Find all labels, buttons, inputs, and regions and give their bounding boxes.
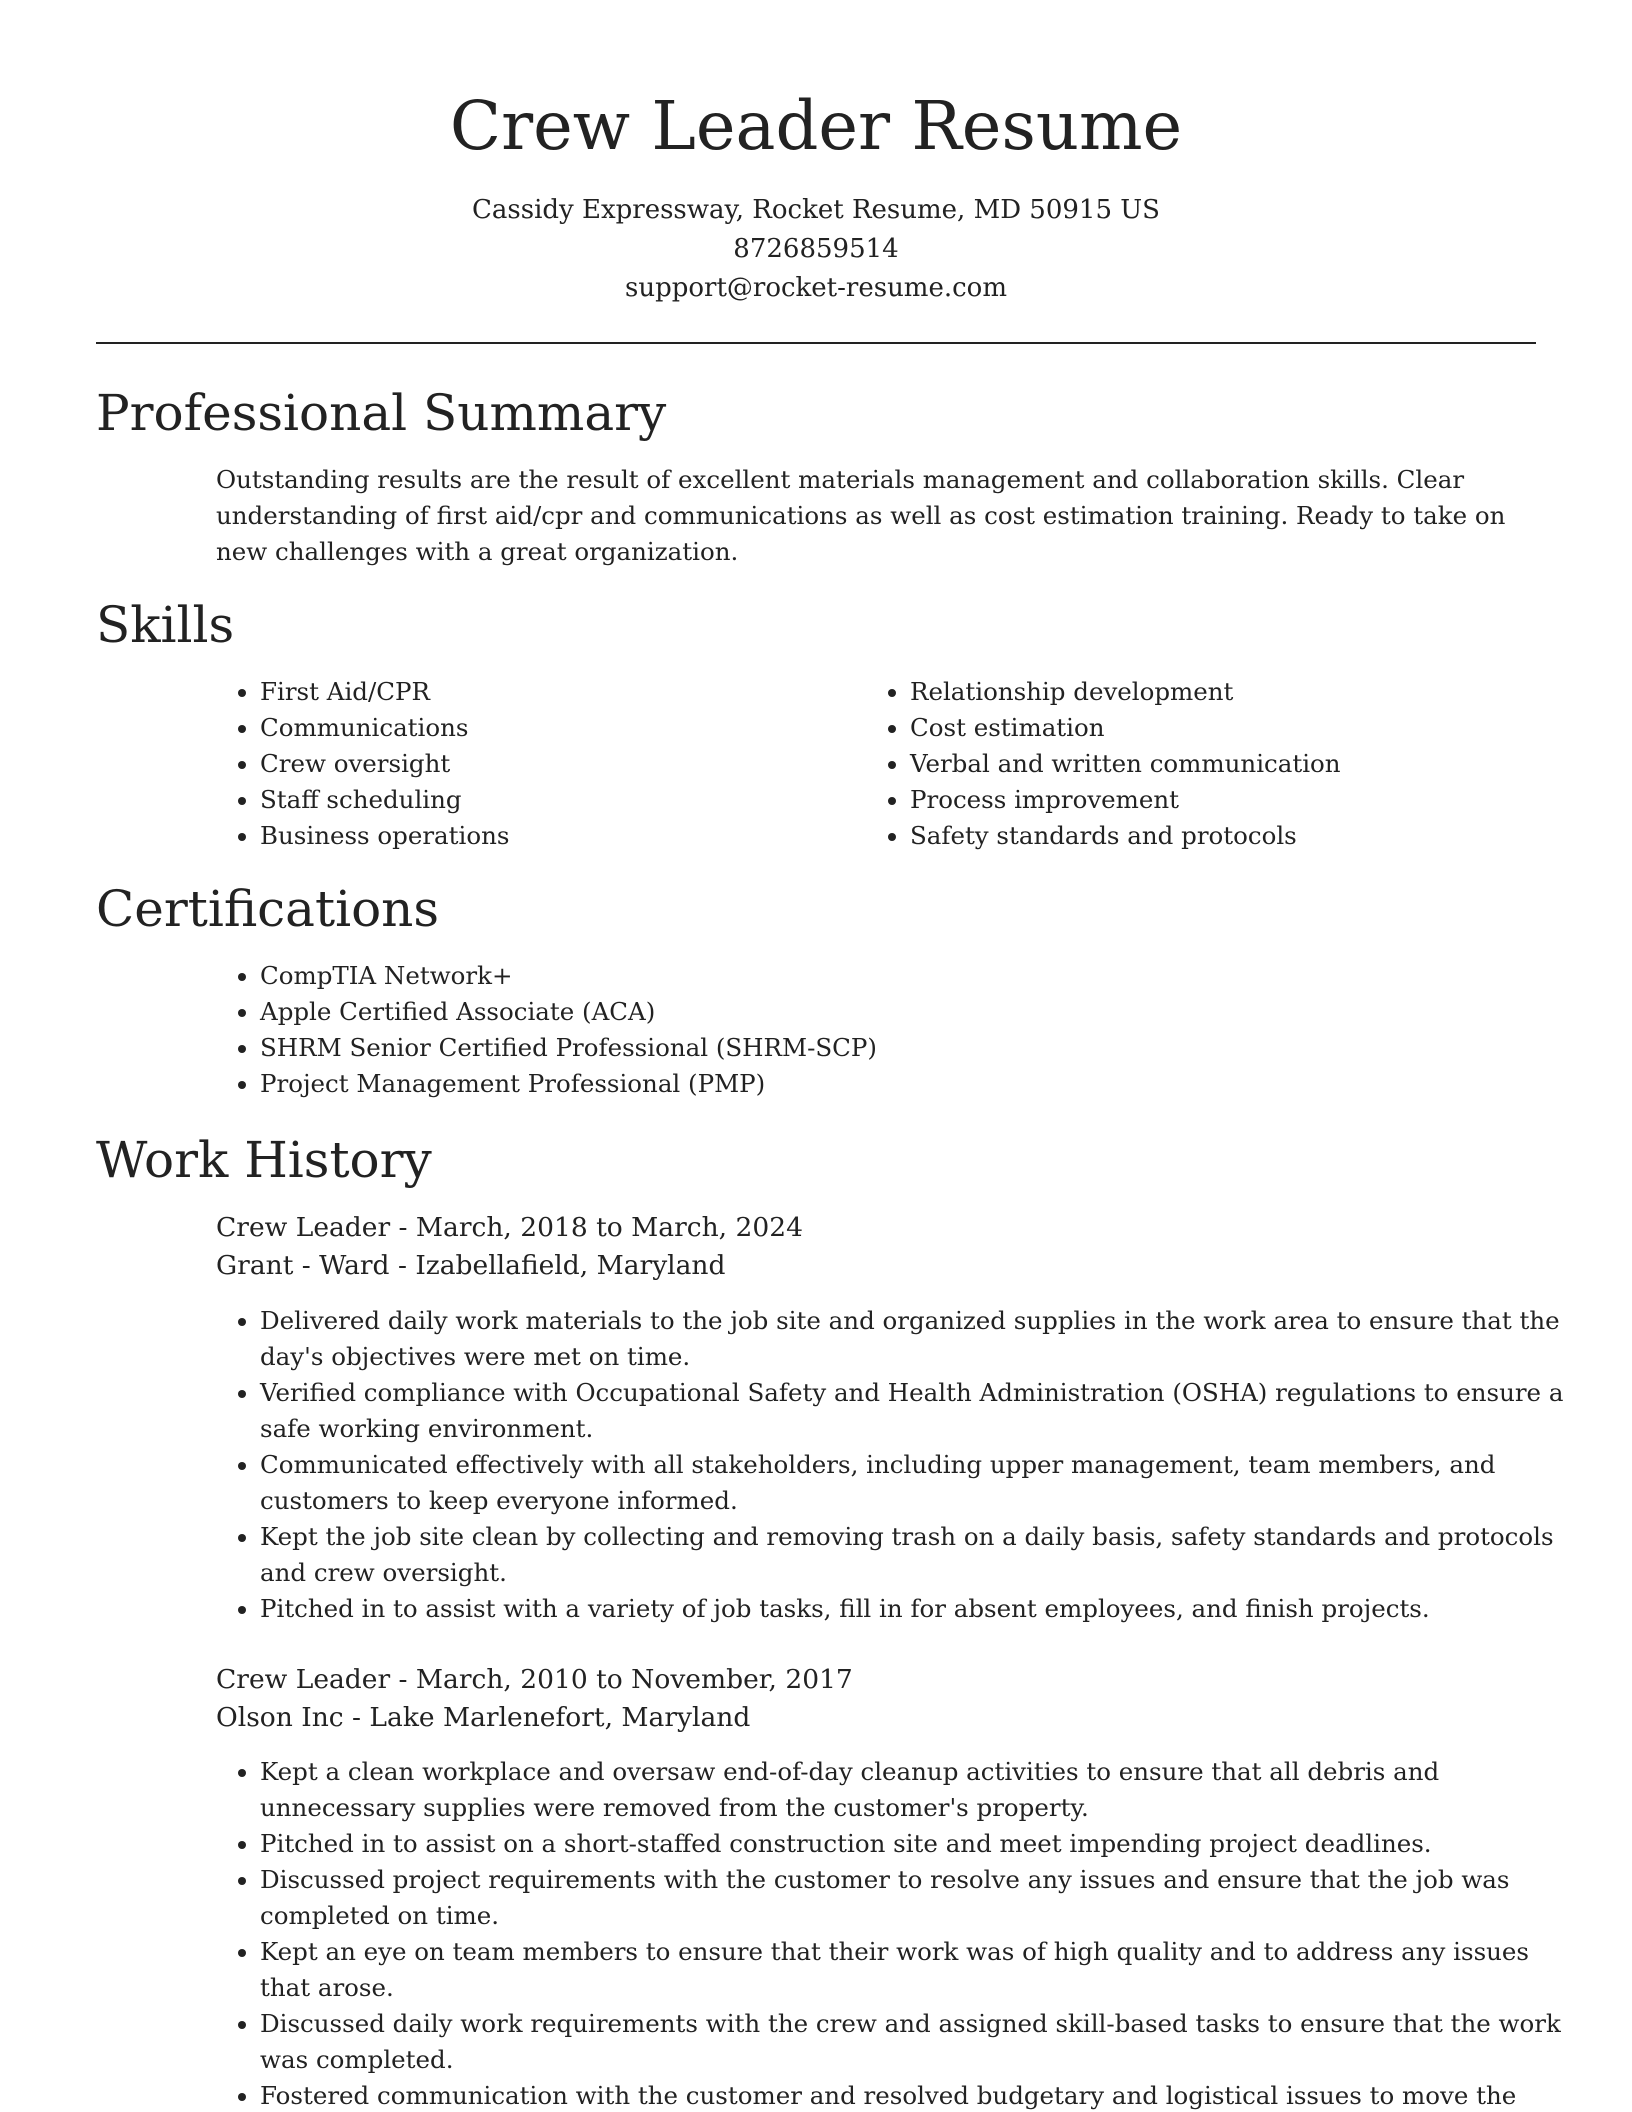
skill-item: • Safety standards and protocols (910, 818, 1570, 854)
job-title-line: Crew Leader - March, 2018 to March, 2024 (216, 1212, 803, 1243)
job-bullet: • Discussed daily work requirements with the crew and assigned skill-based tasks to ensure that the work was completed. (260, 2006, 1580, 2078)
certifications-list (216, 958, 1260, 1102)
work-history-heading: Work History (96, 1131, 432, 1189)
certification-item: • Apple Certified Associate (ACA) (260, 994, 1260, 1030)
skill-item: • Relationship development (910, 674, 1570, 710)
skill-item: • Communications (260, 710, 820, 746)
job-company-line: Grant - Ward - Izabellafield, Maryland (216, 1250, 726, 1281)
job-bullet: • Delivered daily work materials to the job site and organized supplies in the work area to ensure that the day's objectives were met on time. (260, 1303, 1580, 1375)
skill-item: • Staff scheduling (260, 782, 820, 818)
skills-list-right (866, 674, 1570, 854)
skill-item: • Process improvement (910, 782, 1570, 818)
job-bullet: • Verified compliance with Occupational Safety and Health Administration (OSHA) regulations to ensure a safe working environment. (260, 1375, 1580, 1447)
certification-item: • Project Management Professional (PMP) (260, 1066, 1260, 1102)
job-bullet: • Kept a clean workplace and oversaw end-of-day cleanup activities to ensure that all debris and unnecessary supplies were removed from the customer's property. (260, 1754, 1580, 1826)
skill-item: • Business operations (260, 818, 820, 854)
header-divider (96, 342, 1536, 344)
summary-text: Outstanding results are the result of excellent materials management and collaboration skills. Clear understanding of first aid/cpr and communications as well as cost estimation training. Ready to take on new challenges with a great organization. (216, 465, 1506, 566)
certification-item: • CompTIA Network+ (260, 958, 1260, 994)
job-bullet: • Pitched in to assist on a short-staffed construction site and meet impending project deadlines. (260, 1826, 1580, 1862)
skill-item: • Verbal and written communication (910, 746, 1570, 782)
skills-list-left (216, 674, 820, 854)
skill-item: • Cost estimation (910, 710, 1570, 746)
summary-heading: Professional Summary (96, 384, 667, 442)
certification-item: • SHRM Senior Certified Professional (SHRM-SCP) (260, 1030, 1260, 1066)
job-company-line: Olson Inc - Lake Marlenefort, Maryland (216, 1702, 751, 1733)
job-bullet: • Kept an eye on team members to ensure that their work was of high quality and to address any issues that arose. (260, 1934, 1580, 2006)
job-bullet: • Fostered communication with the customer and resolved budgetary and logistical issues to move the (260, 2078, 1580, 2112)
contact-info (0, 191, 1632, 308)
job-bullet: • Kept the job site clean by collecting and removing trash on a daily basis, safety standards and protocols and crew oversight. (260, 1519, 1580, 1591)
resume-title: Crew Leader Resume (449, 87, 1183, 165)
contact-email: support@rocket-resume.com (624, 273, 1007, 303)
job-bullet: • Discussed project requirements with the customer to resolve any issues and ensure that the job was completed on time. (260, 1862, 1580, 1934)
job-header (216, 1661, 853, 1737)
certifications-heading: Certifications (96, 880, 440, 938)
skills-heading: Skills (96, 596, 235, 654)
job-bullets (216, 1754, 1580, 2112)
job-bullet: • Communicated effectively with all stakeholders, including upper management, team members, and customers to keep everyone informed. (260, 1447, 1580, 1519)
job-bullets (216, 1303, 1580, 1627)
contact-address: Cassidy Expressway, Rocket Resume, MD 50915 US (472, 195, 1160, 225)
skill-item: • Crew oversight (260, 746, 820, 782)
contact-phone: 8726859514 (733, 234, 899, 264)
job-bullet: • Pitched in to assist with a variety of job tasks, fill in for absent employees, and finish projects. (260, 1591, 1580, 1627)
skill-item: • First Aid/CPR (260, 674, 820, 710)
job-title-line: Crew Leader - March, 2010 to November, 2017 (216, 1664, 853, 1695)
job-header (216, 1209, 803, 1285)
